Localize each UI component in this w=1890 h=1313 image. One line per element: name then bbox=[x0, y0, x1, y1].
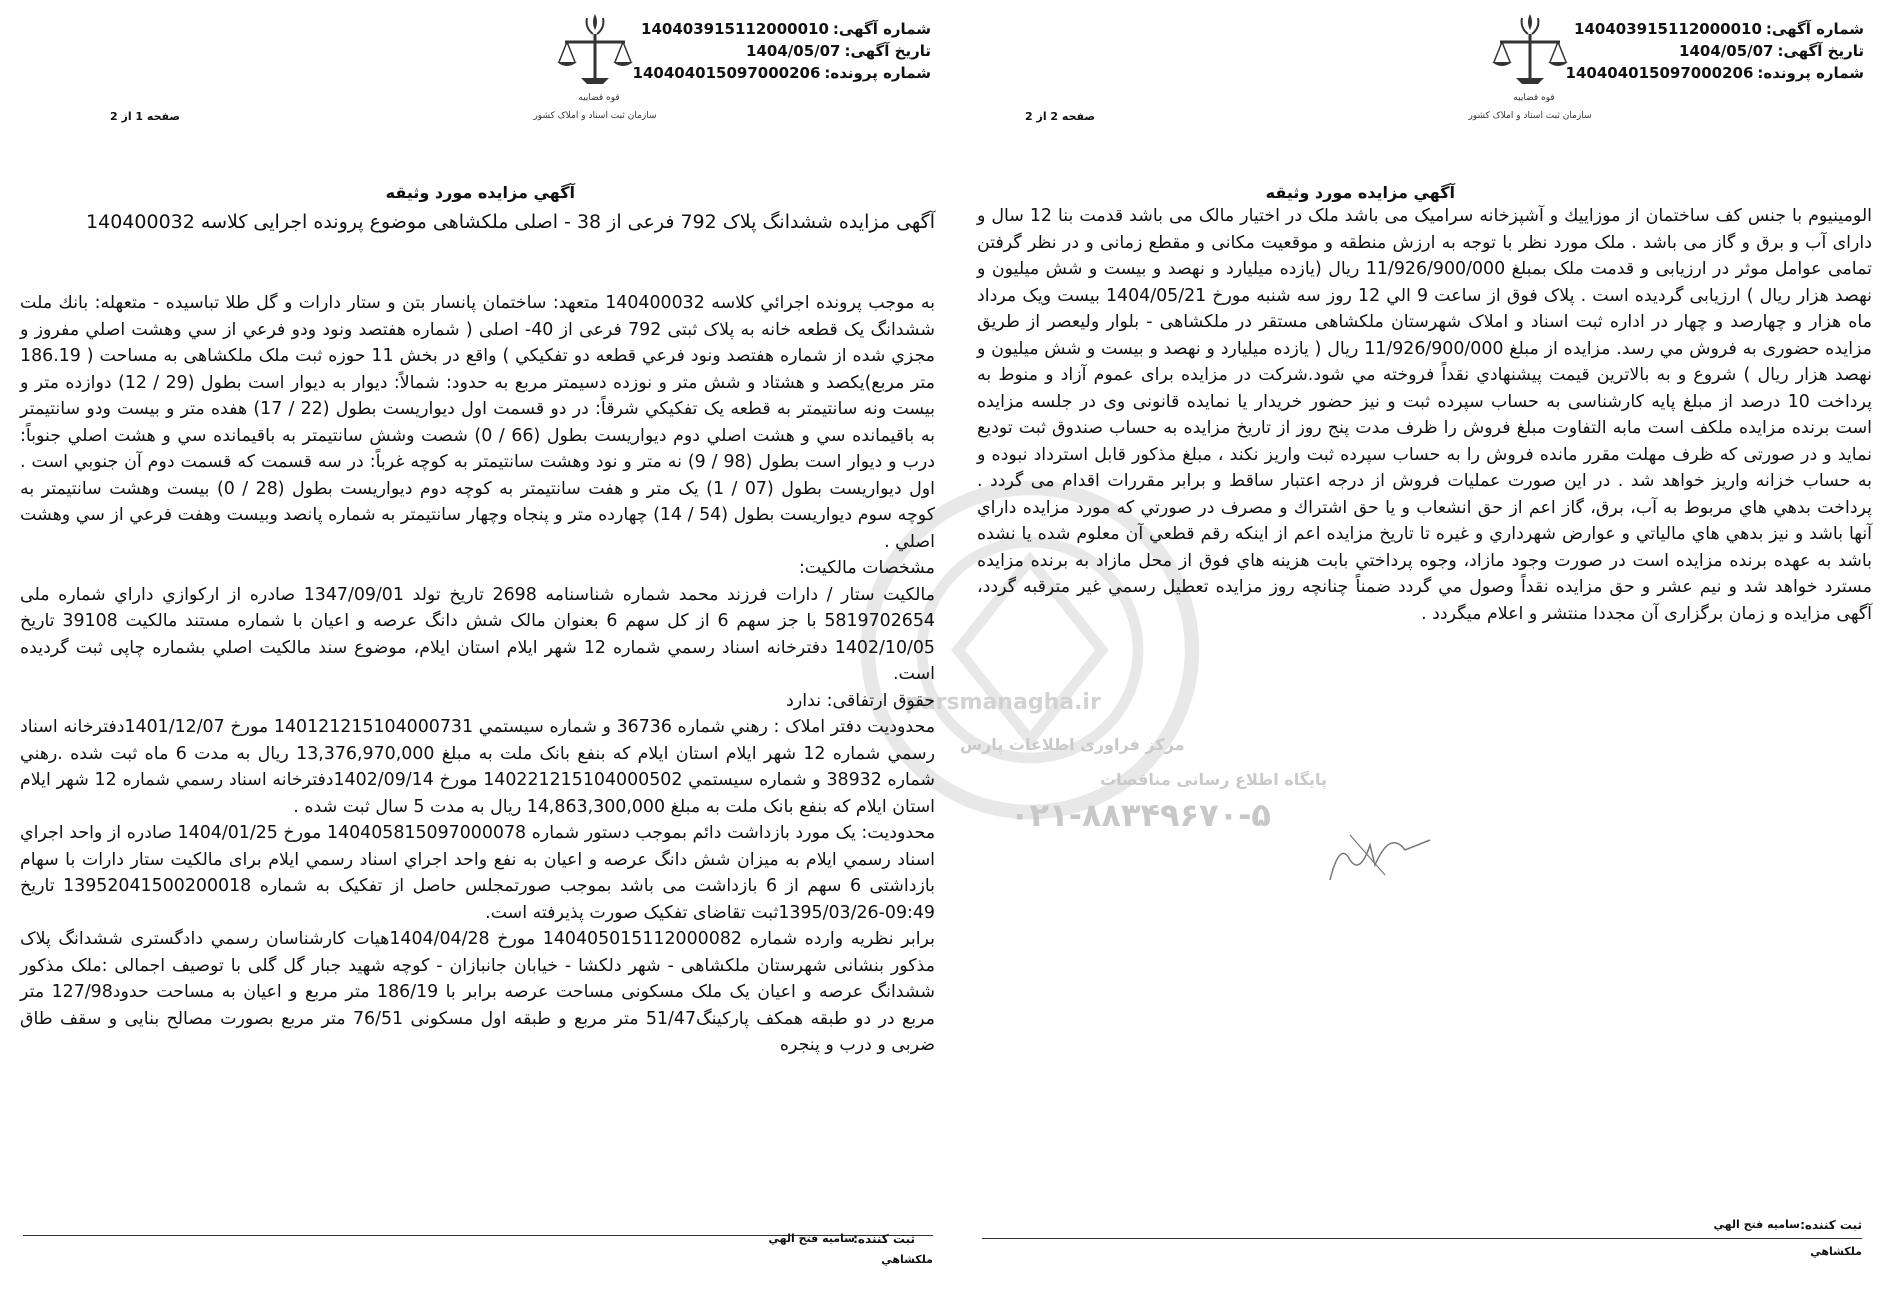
notice-date-label: تاریخ آگهی: bbox=[844, 42, 931, 60]
registrar-name: ساميه فتح الهي bbox=[768, 1232, 855, 1245]
file-number: 140404015097000206 bbox=[1565, 64, 1754, 82]
judiciary-emblem-icon bbox=[525, 8, 665, 128]
ownership-details: مالكيت ستار / دارات فرزند محمد شماره شناسنامه 2698 تاريخ تولد 1347/09/01 صادره از اركوازي داراي شماره ملی 5819702654 با جز سهم 6 از كل سهم 6 بعنوان مالک شش دانگ عرصه و اعيان با شماره مستند مالكيت 39108 تاريخ 1402/10/05 دفترخانه اسناد رسمي شماره 12 شهر ايلام استان ايلام، موضوع سند مالكيت اصلي بشماره چاپی ثبت گرديده است. bbox=[20, 584, 935, 684]
notice-number: 140403915112000010 bbox=[1574, 20, 1762, 38]
notice-number-label: شماره آگهی: bbox=[1765, 20, 1864, 38]
notice-number: 140403915112000010 bbox=[641, 20, 829, 38]
signature-divider bbox=[982, 1238, 1862, 1239]
judiciary-emblem-icon bbox=[1460, 8, 1600, 128]
page-number: صفحه 1 از 2 bbox=[110, 110, 181, 123]
notice-meta bbox=[1562, 18, 1864, 84]
expert-opinion: برابر نظريه وارده شماره 140405015112000082 مورخ 1404/04/28هيات كارشناسان رسمي دادگستری ششدانگ پلاک مذكور بنشانی شهرستان ملكشاهی - شهر دلكشا - خيابان جانبازان - كوچه شهيد جبار گل گلی با توصيف اجمالی :ملک مذكور ششدانگ عرصه و اعيان يک ملک مسكونی مساحت عرصه برابر با 186/19 متر مربع و اعيان به مساحت حدود127/98 متر مربع در دو طبقه همكف پاركينگ51/47 متر مربع و طبقه اول مسكونی 76/51 متر مربع بصورت مصالح بنايی و سقف طاق ضربی و درب و پنجره bbox=[20, 929, 935, 1055]
registrar-name: ساميه فتح الهي bbox=[1713, 1218, 1800, 1231]
notice-body bbox=[20, 290, 935, 1059]
page-number: صفحه 2 از 2 bbox=[1025, 110, 1096, 123]
watermark-line-1: مرکز فراوری اطلاعات پارس bbox=[960, 735, 1185, 754]
seizure-restriction: محدوديت: يک مورد بازداشت دائم بموجب دستور شماره 140405815097000078 مورخ 1404/01/25 صادره از واحد اجراي اسناد رسمي ايلام به ميزان شش دانگ عرصه و اعيان به نفع واحد اجراي اسناد رسمي ايلام برای مالكيت ستار دارات با سهام بازداشتی 6 سهم از 6 بازداشت می باشد بموجب صورتمجلس حاصل از تفكيک به شماره 13952041500200018 تاريخ 09:49-1395/03/26ثبت تقاضای تفكيک صورت پذيرفته است. bbox=[20, 823, 936, 923]
watermark-line-2: پایگاه اطلاع رسانی مناقصات bbox=[1100, 770, 1328, 789]
notice-number-label: شماره آگهی: bbox=[832, 20, 931, 38]
watermark-phone: ۰۲۱-۸۸۳۴۹۶۷۰-۵ bbox=[1010, 796, 1271, 834]
svg-text:قوه قضاییه: قوه قضاییه bbox=[1513, 93, 1555, 103]
watermark-site: parsmanagha.ir bbox=[905, 690, 1101, 715]
svg-text:سازمان ثبت اسناد و املاک کشور: سازمان ثبت اسناد و املاک کشور bbox=[1468, 111, 1592, 121]
file-number-label: شماره پرونده: bbox=[1757, 64, 1864, 82]
mortgage-restrictions: محدوديت دفتر املاک : رهني شماره 36736 و شماره سيستمي 140121215104000731 مورخ 1401/12/07دفترخانه اسناد رسمي شماره 12 شهر ايلام استان ايلام كه بنفع بانک ملت به مبلغ 13,376,970,000 ريال به مدت 6 ماه ثبت شده .رهني شماره 38932 و شماره سيستمي 140221215104000502 مورخ 1402/09/14دفترخانه اسناد رسمي شماره 12 شهر ايلام استان ايلام كه بنفع بانک ملت به مبلغ 14,863,300,000 ريال به مدت 5 سال ثبت شده . bbox=[20, 717, 936, 817]
file-number-label: شماره پرونده: bbox=[824, 64, 931, 82]
easement-rights: حقوق ارتفاقی: ندارد bbox=[786, 690, 935, 711]
notice-date: 1404/05/07 bbox=[746, 42, 841, 60]
ownership-heading: مشخصات مالكيت: bbox=[798, 558, 935, 578]
notice-meta bbox=[629, 18, 931, 84]
svg-text:قوه قضاییه: قوه قضاییه bbox=[578, 93, 620, 103]
property-description: به موجب پرونده اجرائي كلاسه 140400032 متعهد: ساختمان پانسار بتن و ستار دارات و گل طلا تباسيده - متعهله: بانك ملت ششدانگ يک قطعه خانه به پلاک ثبتی 792 فرعی از 40- اصلی ( شماره هفتصد ونود ودو فرعي از سي وهشت اصلي مفروز و مجزي شده از شماره هفتصد ونود فرعي قطعه دو تفكيكي ) واقع در بخش 11 حوزه ثبت ملک ملكشاهى به مساحت ( 186.19 متر مربع)يكصد و هشتاد و شش متر و نوزده دسيمتر مربع به حدود: شمالاً: ديوار به ديوار است بطول (29 / 12) دوازده متر و بيست ونه سانتيمتر به قطعه يک تفكيكي شرقاً: در دو قسمت اول ديواريست بطول (22 / 17) هفده متر و بيست ودو سانتيمتر به باقيمانده سي و هشت اصلي دوم ديواريست بطول (66 / 0) شصت وشش سانتيمتر به باقيمانده سي و هشت اصلي جنوباً: درب و ديوار است بطول (98 / 9) نه متر و نود وهشت سانتيمتر به كوچه غرباً: در سه قسمت كه قسمت دوم آن جنوبي است . اول ديواريست بطول (07 / 1) يک متر و هفت سانتيمتر به كوچه دوم ديواريست بطول (28 / 0) بيست وهشت سانتيمتر به كوچه سوم ديواريست بطول (54 / 14) چهارده متر و پنجاه وچهار سانتيمتر به شماره پانصد وبيست وهفت فرعي از سي وهشت اصلي . bbox=[20, 293, 935, 552]
notice-body: الومينيوم با جنس كف ساختمان از موزاييك و آشپزخانه سراميک مى باشد ملک در اختيار مالک مى باشد قدمت بنا 12 سال و داراى آب و برق و گاز مى باشد . ملک مورد نظر با توجه به ارزش منطقه و موقعيت مكانى و مقطع زمانى و در نظر گرفتن تمامى عوامل موثر در ارزيابى و قدمت ملک بمبلغ 11/926/900/000 ريال (يازده ميليارد و نهصد و بيست و شش ميليون و نهصد هزار ريال ) ارزيابى گرديده است . پلاک فوق از ساعت 9 الي 12 روز سه شنبه مورخ 1404/05/21 بيست ويک مرداد ماه هزار و چهارصد و چهار در اداره ثبت اسناد و املاک شهرستان ملكشاهى مستقر در ملكشاهى - بلوار وليعصر از طريق مزايده حضورى به فروش مي رسد. مزايده از مبلغ 11/926/900/000 ريال ( يازده ميليارد و نهصد و بيست و شش ميليون و نهصد هزار ريال ) شروع و به بالاترين قيمت پيشنهادي نقداً فروخته مي شود.شركت در مزايده براى عموم آزاد و منوط به پرداخت 10 درصد از مبلغ پايه كارشناسى به حساب سپرده ثبت و نيز حضور خريدار يا نمايده قانونى وى در جلسه مزايده است برنده مزايده ملكف است مابه التفاوت مبلغ فروش را ظرف مدت پنج روز از تاريخ مزايده به حساب صندوق ثبت توديع نمايد و در صورتى كه ظرف مهلت مقرر مانده فروش را به حساب سپرده ثبت واريز نكند ، مبلغ مذكور قابل استرداد نبوده و به حساب خزانه واريز خواهد شد . در اين صورت عمليات فروش از درجه اعتبار ساقط و برابر مقررات اقدام مى گردد . پرداخت بدهي هاي مربوط به آب، برق، گاز اعم از حق انشعاب و يا حق اشتراك و مصرف در صورتي كه مورد مزايده داراي آنها باشد و نيز بدهي هاي مالياتي و عوارض شهرداري و غيره تا تاريخ مزايده اعم از اينكه رقم قطعي آن معلوم شده يا نشده باشد به عهده برنده مزايده است در صورت وجود مازاد، وجوه پرداختي بابت هزينه هاي فوق از محل مازاد به برنده مزايده مسترد خواهد شد و نيم عشر و حق مزايده نقداً وصول مي گردد ضمناً چنانچه روز مزايده تعطيل رسمي غير مترقبه گردد، آگهی مزايده و زمان برگزاری آن مجددا منتشر و اعلام ميگردد . bbox=[977, 206, 1873, 624]
notice-date: 1404/05/07 bbox=[1679, 42, 1774, 60]
handwritten-signature bbox=[1320, 820, 1440, 890]
registrar-office: ملكشاهي bbox=[881, 1253, 933, 1266]
notice-headline: آگهی مزايده ششدانگ پلاک 792 فرعى از 38 - اصلى ملكشاهى موضوع پرونده اجرايى كلاسه 140400032 bbox=[86, 211, 935, 233]
registrar-label: ثبت كننده: bbox=[1800, 1218, 1862, 1232]
page-two bbox=[955, 0, 1890, 1313]
registrar-label: ثبت كننده: bbox=[853, 1232, 915, 1246]
notice-title: آگهي مزايده مورد وثيقه bbox=[1265, 183, 1455, 202]
notice-date-label: تاریخ آگهی: bbox=[1777, 42, 1864, 60]
registrar-office: ملكشاهي bbox=[1810, 1245, 1862, 1258]
file-number: 140404015097000206 bbox=[632, 64, 821, 82]
notice-title: آگهي مزايده مورد وثيقه bbox=[385, 183, 575, 202]
svg-text:سازمان ثبت اسناد و املاک کشور: سازمان ثبت اسناد و املاک کشور bbox=[533, 111, 657, 121]
